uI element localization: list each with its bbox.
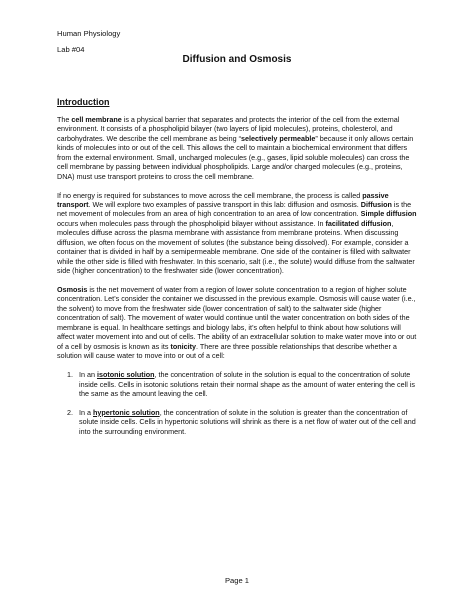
tonicity-list bbox=[57, 370, 417, 436]
list-item-isotonic bbox=[75, 370, 417, 398]
lab-number: Lab #04 bbox=[57, 45, 85, 54]
term-cell-membrane: cell membrane bbox=[71, 115, 122, 124]
term-isotonic-solution: isotonic solution bbox=[96, 370, 155, 380]
term-diffusion: Diffusion bbox=[360, 200, 392, 210]
term-facilitated-diffusion: facilitated diffusion bbox=[325, 218, 392, 228]
term-osmosis: Osmosis bbox=[57, 285, 88, 295]
paragraph-osmosis bbox=[57, 285, 417, 361]
section-heading-introduction: Introduction bbox=[57, 97, 110, 107]
text: . We will explore two examples of passive transport in this lab: diffusion and osmosis. bbox=[88, 200, 361, 210]
paragraph-passive-transport bbox=[57, 191, 417, 276]
text: , the concentration of solute in the solution is equal to the concentration of solute inside cells. Cells in isotonic solutions retain their normal shape as the amount of water entering the cell is the same as the amount leaving the cell. bbox=[79, 370, 415, 398]
course-name: Human Physiology bbox=[57, 29, 121, 38]
term-simple-diffusion: Simple diffusion bbox=[360, 209, 417, 219]
text: ” because it only allows certain kinds of molecules into or out of the cell. This allows the cell to maintain a biochemical environment that differs from the external environment. Small, uncharged molecules (e.g., gases, lipid soluble molecules) can cross the cell membrane by passing between individual phospholipids. Large and/or charged molecules (e.g., proteins, DNA) must use transport proteins to cross the cell membrane. bbox=[57, 133, 414, 181]
term-passive-transport: passive transport bbox=[57, 190, 389, 210]
term-hypertonic-solution: hypertonic solution bbox=[93, 407, 160, 417]
text: In a bbox=[79, 407, 93, 417]
text: occurs when molecules pass through the phospholipid bilayer without assistance. In bbox=[57, 218, 326, 228]
text: is the net movement of molecules from an area of high concentration to an area of low concentration. bbox=[57, 200, 412, 219]
text: . There are three possible relationships that describe whether a solution will cause water to move into or out of a cell: bbox=[57, 341, 397, 361]
text: is a physical barrier that separates and protects the interior of the cell from the external environment. It consists of a phospholipid bilayer (two layers of lipid molecules), proteins, cholesterol, and carbohydrates. We describe the cell membrane as being “ bbox=[57, 115, 400, 143]
text: The bbox=[57, 115, 72, 124]
text: , molecules diffuse across the plasma membrane with assistance from membrane proteins. When discussing diffusion, we often focus on the movement of solutes (the substance being dissolved). For example, consider a container that is divided in half by a semipermeable membrane. One side of the container is filled with saltwater while the other side is filled with freshwater. In this scenario, salt (i.e., the solute) would diffuse from the saltwater side (higher concentration) to the freshwater side (lower concentration). bbox=[57, 218, 415, 276]
text: If no energy is required for substances to move across the cell membrane, the process is called bbox=[57, 190, 363, 200]
text: is the net movement of water from a region of lower solute concentration to a region of higher solute concentration. Let’s consider the container we discussed in the previous example. Osmosis will cause water (i.e., the solvent) to move from the freshwater side (lower concentration of salt) to the saltwater side (higher concentration of salt). The movement of water would continue until the water concentration on both sides of the membrane is equal. In healthcare settings and biology labs, it’s often helpful to think about how solutions will affect water movement into and out of cells. The ability of an extracellular solution to make water move into or out of a cell by osmosis is known as its bbox=[57, 285, 417, 351]
page-number: Page 1 bbox=[224, 576, 250, 585]
body-text bbox=[57, 115, 417, 446]
text: In an bbox=[79, 370, 97, 380]
term-tonicity: tonicity bbox=[170, 341, 197, 351]
list-item-hypertonic bbox=[75, 408, 417, 436]
document-title: Diffusion and Osmosis bbox=[182, 54, 292, 65]
text: , the concentration of solute in the solution is greater than the concentration of solute inside cells. Cells in hypertonic solutions will shrink as there is a net flow of water out of the cell and into the surrounding environment. bbox=[79, 407, 416, 436]
term-selectively-permeable: selectively permeable bbox=[241, 133, 316, 143]
paragraph-cell-membrane bbox=[57, 115, 417, 181]
